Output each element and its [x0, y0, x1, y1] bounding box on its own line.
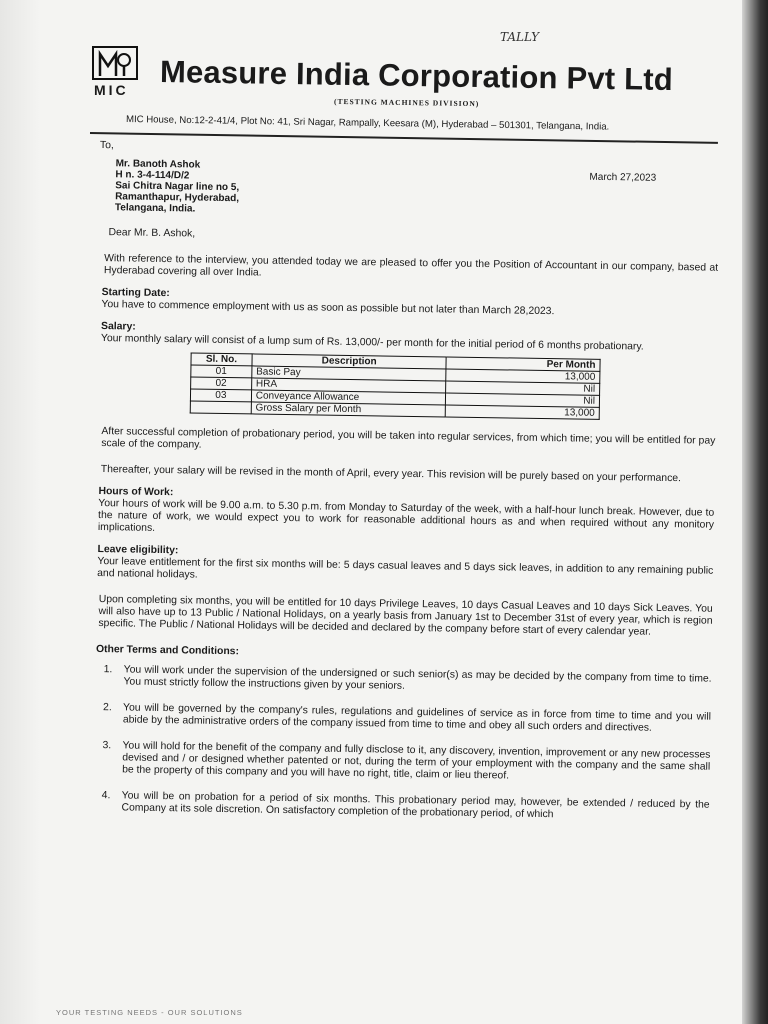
letter-date: March 27,2023 — [589, 171, 657, 184]
hours-text: Your hours of work will be 9.00 a.m. to 5.30 p.m. from Monday to Saturday of the week, with a half-hour lunch break. However, due to the nature of work, we would expect you to work for reasonable additional hours as and when required without any monitory implications. — [97, 498, 715, 534]
terms-list — [89, 664, 711, 824]
table-cell: 02 — [191, 377, 252, 390]
company-division: (TESTING MACHINES DIVISION) — [333, 96, 480, 109]
hours-title: Hours of Work: — [98, 486, 174, 499]
recipient-address — [115, 158, 720, 222]
terms-title: Other Terms and Conditions: — [95, 644, 240, 658]
list-item — [96, 740, 710, 786]
item-text: You will hold for the benefit of the company and fully disclose to it, any discovery, invention, improvement or any new processes devised and / or designed whether patented or not, during the term of your employment with the company and the same shall be the property of this company and you will have no right, title, claim or lieu thereof. — [122, 740, 711, 782]
revision-paragraph: Thereafter, your salary will be revised in the month of April, every year. This revision will be purely based on your performance. — [100, 464, 682, 485]
item-text: You will be governed by the company's rules, regulations and guidelines of service as in force from time to time and you will abide by the administrative orders of the company issued from time to time and obey all such orders and directives. — [122, 702, 712, 734]
leave-text-2: Upon completing six months, you will be entitled for 10 days Privilege Leaves, 10 days Casual Leaves and 10 days Sick Leaves. You will also have up to 13 Public / National Holidays, on a yearly basis from January 1st to December 31st of every year, which is region specific. The Public / National Holidays will be decided and declared by the company before start of every calendar year. — [98, 594, 713, 638]
logo-text: MIC — [94, 82, 129, 98]
total-label: Gross Salary per Month — [251, 402, 446, 417]
item-number: 2. — [102, 702, 112, 714]
table-cell: 03 — [190, 389, 251, 402]
leave-title: Leave eligibility: — [97, 544, 179, 557]
recipient-line: Sai Chitra Nagar line no 5, — [115, 180, 240, 194]
leave-text: Your leave entitlement for the first six months will be: 5 days casual leaves and 5 days sick leaves, in addition to any remaining public and national holidays. — [97, 556, 714, 581]
to-label: To, — [99, 140, 114, 152]
recipient-line: Telangana, India. — [114, 202, 196, 215]
item-number: 4. — [101, 790, 111, 802]
recipient-line: Mr. Banoth Ashok — [115, 158, 201, 171]
company-logo — [92, 40, 142, 98]
list-item — [97, 702, 711, 736]
handwritten-note: TALLY — [500, 30, 540, 44]
column-header: Per Month — [446, 357, 600, 371]
table-cell: 13,000 — [446, 369, 600, 383]
letter-body — [89, 140, 720, 824]
item-text: You will be on probation for a period of six months. This probationary period may, however, be extended / reduced by the Company at its sole discretion. On satisfactory completion of the probationary period, of which — [121, 790, 710, 821]
scan-shadow-right — [742, 0, 768, 1024]
list-item — [97, 664, 711, 698]
intro-paragraph: With reference to the interview, you attended today we are pleased to offer you the Position of Accountant in our company, based at Hyderabad covering all over India. — [103, 253, 719, 279]
salary-text: Your monthly salary will consist of a lump sum of Rs. 13,000/- per month for the initial period of 6 months probationary. — [100, 333, 644, 353]
company-address: MIC House, No:12-2-41/4, Plot No: 41, Sri Nagar, Rampally, Keesara (M), Hyderabad – 501301, Telangana, India. — [125, 114, 610, 133]
salary-title: Salary: — [100, 321, 136, 333]
item-number: 3. — [102, 740, 112, 752]
recipient-line: H n. 3-4-114/D/2 — [115, 169, 190, 182]
logo-emblem — [92, 46, 138, 80]
after-probation-paragraph: After successful completion of probationary period, you will be taken into regular services, from which time; you will be entitled for pay scale of the company. — [101, 426, 716, 451]
footer-tagline: YOUR TESTING NEEDS - OUR SOLUTIONS — [56, 1008, 243, 1017]
starting-date-text: You have to commence employment with us as soon as possible but not later than March 28,2023. — [101, 299, 555, 318]
item-number: 1. — [103, 664, 113, 676]
company-name: Measure India Corporation Pvt Ltd — [159, 54, 674, 98]
table-cell: Basic Pay — [252, 366, 447, 381]
column-header: Description — [252, 354, 447, 369]
table-cell: Conveyance Allowance — [251, 390, 446, 405]
list-item — [95, 790, 709, 824]
item-text: You will work under the supervision of the undersigned or such senior(s) as may be decided by the company from time to time. You must strictly follow the instructions given by your seniors. — [123, 664, 712, 692]
table-cell: Nil — [446, 381, 600, 395]
starting-date-title: Starting Date: — [101, 287, 170, 300]
salary-table — [190, 352, 601, 419]
table-cell: Nil — [446, 393, 600, 407]
table-cell — [190, 401, 251, 414]
salutation: Dear Mr. B. Ashok, — [108, 227, 196, 240]
total-value: 13,000 — [446, 405, 600, 419]
recipient-line: Ramanthapur, Hyderabad, — [115, 191, 240, 205]
column-header: Sl. No. — [191, 353, 252, 366]
table-cell: HRA — [251, 378, 446, 393]
table-cell: 01 — [191, 365, 252, 378]
scan-shadow-left — [0, 0, 40, 1024]
